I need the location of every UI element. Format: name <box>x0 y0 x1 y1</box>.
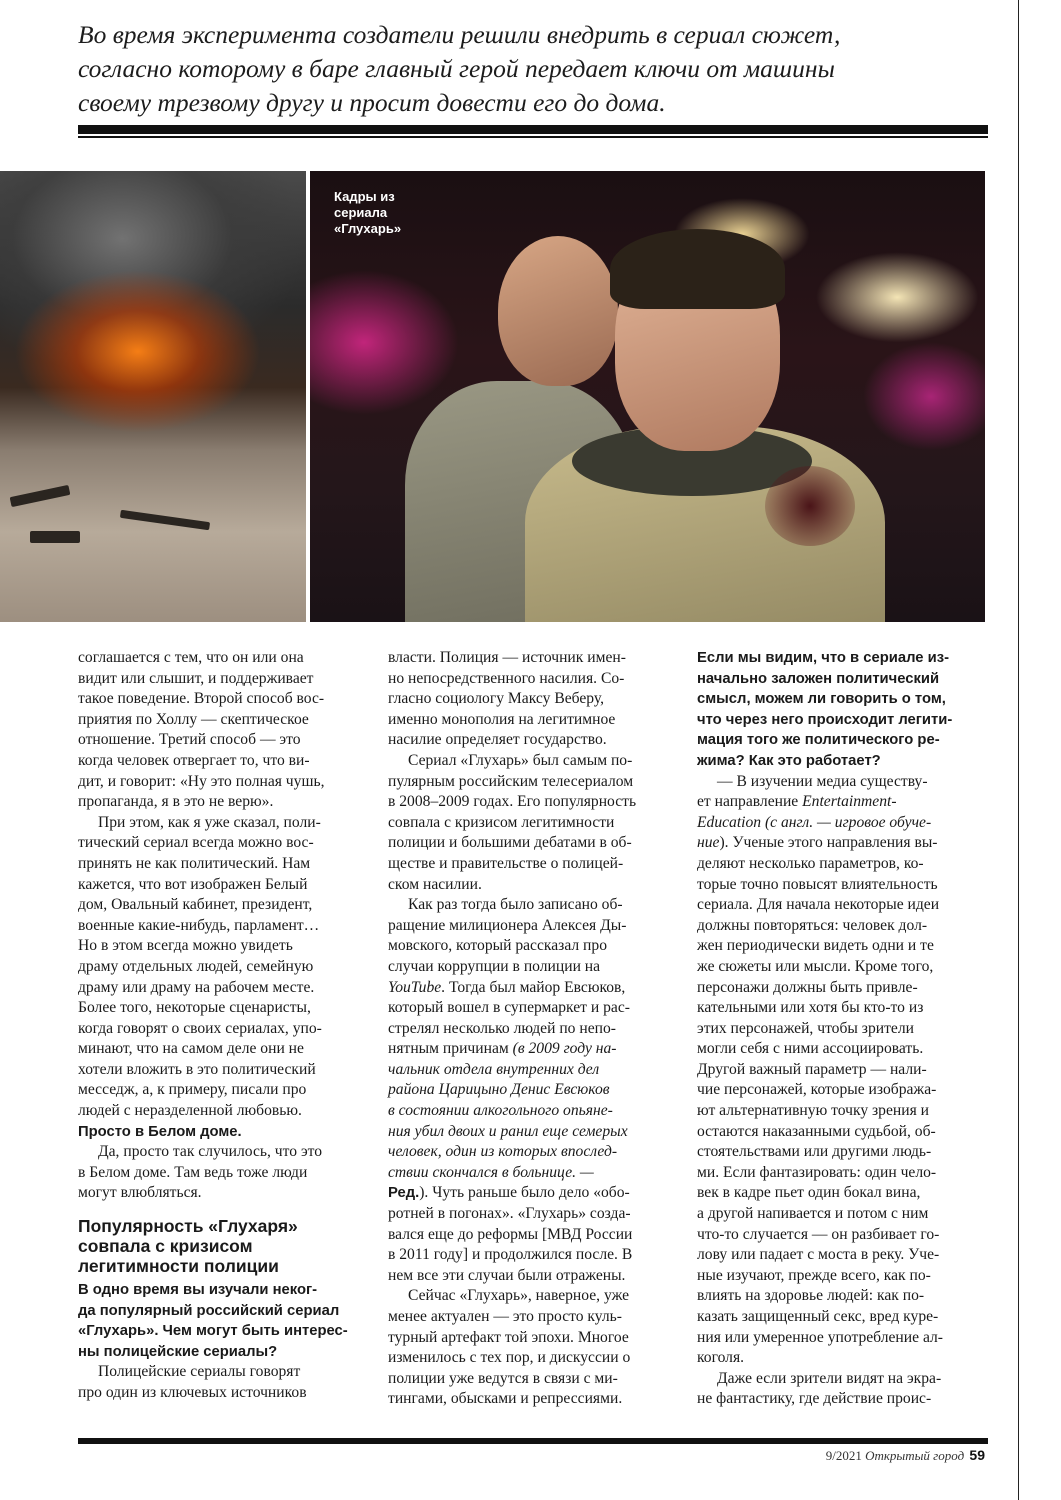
question-line: начально заложен политический <box>697 670 940 687</box>
body-line: же сюжеты или мысли. Кроме того, <box>697 957 934 975</box>
body-line: ные изучают, прежде всего, как по- <box>697 1266 931 1284</box>
body-line: в 2008–2009 годах. Его популярность <box>388 793 637 811</box>
question-line: мация того же политического ре- <box>697 732 940 749</box>
body-line: ществе и правительстве о полицей- <box>388 854 624 872</box>
body-line: коголя. <box>697 1349 745 1367</box>
body-line: месседж, а, к примеру, писали про <box>78 1081 307 1099</box>
question-line: ны полицейские сериалы? <box>78 1343 278 1360</box>
body-line: тический сериал всегда можно вос- <box>78 834 314 852</box>
body-line: остаются наказанными судьбой, об- <box>697 1122 936 1140</box>
pull-quote-line: согласно которому в баре главный герой передает ключи от машины <box>78 54 835 83</box>
spacer <box>78 1204 360 1214</box>
body-line: Даже если зрители видят на экра- <box>717 1369 942 1387</box>
body-line: Более того, некоторые сценаристы, <box>78 999 311 1017</box>
body-line: турный артефакт той эпохи. Многое <box>388 1328 629 1346</box>
body-line: деляют несколько параметров, ко- <box>697 854 924 872</box>
pull-quote-rule <box>78 125 988 134</box>
body-line: не фантастику, где действие проис- <box>697 1390 932 1408</box>
body-line: полиции уже ведутся в связи с ми- <box>388 1369 618 1387</box>
body-line: ротней в погонах». «Глухарь» созда- <box>388 1205 631 1223</box>
body-line: ми. Если фантазировать: один чело- <box>697 1163 937 1181</box>
body-fragment-italic: YouTube <box>388 978 442 996</box>
body-line: век в кадре пьет один бокал вина, <box>697 1184 921 1202</box>
page-edge-line <box>1018 0 1019 1500</box>
body-line: При этом, как я уже сказал, поли- <box>98 813 321 831</box>
body-line <box>388 1183 670 1204</box>
subheading-line: легитимности полиции <box>78 1256 279 1277</box>
article-column-3 <box>697 648 979 1410</box>
body-line: про один из ключевых источников <box>78 1384 307 1401</box>
pull-quote <box>78 18 998 120</box>
body-line: Сериал «Глухарь» был самым по- <box>408 751 633 769</box>
body-line: в Белом доме. Там ведь тоже люди <box>78 1163 308 1181</box>
body-line: изменилось с тех пор, и дискуссии о <box>388 1349 631 1367</box>
body-line-italic: ния убил двоих и ранил еще семерых <box>388 1122 628 1140</box>
body-line: военные какие-нибудь, парламент… <box>78 916 320 934</box>
body-line: что-то случается — он разбивает го- <box>697 1225 940 1243</box>
photo-figure <box>498 236 618 386</box>
body-fragment: ет направление <box>697 793 803 811</box>
body-line: Другой важный параметр — нали- <box>697 1060 927 1078</box>
body-line: Да, просто так случилось, что это <box>98 1143 323 1161</box>
photo-caption-line: сериала <box>334 205 388 220</box>
body-line: вался еще до реформы [МВД России <box>388 1225 633 1243</box>
body-line: насилие определяет государство. <box>388 731 607 749</box>
photo-series-still <box>310 171 985 622</box>
body-line-italic: района Царицыно Денис Евсюков <box>388 1081 610 1099</box>
body-line: тингами, обысками и репрессиями. <box>388 1390 623 1408</box>
body-line: пулярным российским телесериалом <box>388 772 634 790</box>
body-line <box>697 833 979 854</box>
body-line: менее актуален — это просто куль- <box>388 1308 622 1325</box>
body-line: могли себя с ними ассоциировать. <box>697 1040 924 1058</box>
photo-caption-line: «Глухарь» <box>334 221 402 236</box>
question-line: что через него происходит легити- <box>697 711 953 728</box>
body-line: Полицейские сериалы говорят <box>98 1363 301 1381</box>
body-line: дит, и говорит: «Ну это полная чушь, <box>78 772 325 790</box>
body-line <box>697 792 979 813</box>
subheading-line: совпала с кризисом <box>78 1236 253 1257</box>
pull-quote-line: Во время эксперимента создатели решили внедрить в сериал сюжет, <box>78 20 841 49</box>
photo-figure <box>610 229 785 309</box>
body-line: ют альтернативную точку зрения и <box>697 1102 930 1120</box>
question-line: да популярный российский сериал <box>78 1302 340 1319</box>
body-line: принять не как политический. Нам <box>78 854 311 872</box>
page-number: 59 <box>969 1447 985 1463</box>
body-line: кажется, что вот изображен Белый <box>78 875 308 893</box>
body-line: который вошел в супермаркет и рас- <box>388 999 630 1017</box>
body-line: чие персонажей, которые изобража- <box>697 1081 937 1099</box>
body-line: именно монополия на легитимное <box>388 710 616 728</box>
body-line: случаи коррупции в полиции на <box>388 957 601 975</box>
body-fragment-italic: Entertainment- <box>802 793 897 811</box>
subheading-line: Популярность «Глухаря» <box>78 1216 298 1237</box>
body-fragment: нятным причинам <box>388 1040 513 1058</box>
body-fragment-italic: ние <box>697 834 720 852</box>
body-line: жен периодически видеть одни и те <box>697 937 934 955</box>
body-fragment: ). Ученые этого направления вы- <box>719 834 938 852</box>
body-line: пропаганда, я в это не верю». <box>78 793 274 811</box>
body-line: торые точно повысят влиятельность <box>697 875 938 893</box>
body-line-italic: ствии скончался в больнице. — <box>388 1163 594 1181</box>
page-footer <box>826 1447 985 1464</box>
body-line: нем все эти случаи были отражены. <box>388 1266 626 1284</box>
question-line: Если мы видим, что в сериале из- <box>697 650 949 666</box>
interviewer-line: Просто в Белом доме. <box>78 1123 242 1140</box>
magazine-name: Открытый город <box>865 1448 965 1463</box>
body-line: кательными или хотя бы кто-то из <box>697 999 924 1017</box>
body-line: в 2011 году] и продолжился после. В <box>388 1246 633 1264</box>
body-line <box>388 978 670 999</box>
body-line: стрелял несколько людей по непо- <box>388 1019 616 1037</box>
body-line: ском насилии. <box>388 875 482 893</box>
body-fragment: . Тогда был майор Евсюков, <box>441 978 626 996</box>
photo-debris <box>10 485 71 507</box>
body-line: должны повторяться: человек дол- <box>697 916 928 934</box>
body-line: лову или падает с моста в реку. Уче- <box>697 1246 940 1264</box>
body-line: когда говорят о своих сериалах, упо- <box>78 1019 322 1037</box>
body-line: гласно социологу Максу Веберу, <box>388 690 605 708</box>
question-line: «Глухарь». Чем могут быть интерес- <box>78 1323 348 1340</box>
article-column-1 <box>78 648 360 1404</box>
article-column-2 <box>388 648 670 1410</box>
footer-rule <box>78 1438 988 1444</box>
body-line: ращение милиционера Алексея Ды- <box>388 916 627 934</box>
body-line <box>388 1039 670 1060</box>
body-line: стоятельствами или другими людь- <box>697 1143 932 1161</box>
body-line: соглашается с тем, что он или она <box>78 649 304 666</box>
body-fragment-italic: (в 2009 году на- <box>512 1040 617 1058</box>
body-line-italic: чальник отдела внутренних дел <box>388 1060 600 1078</box>
body-line: Как раз тогда было записано об- <box>408 896 623 914</box>
pull-quote-rule-thin <box>78 136 988 138</box>
body-line-italic: Education (с англ. — игровое обуче- <box>697 813 932 831</box>
question-line: смысл, можем ли говорить о том, <box>697 691 946 708</box>
photo-debris <box>30 531 80 543</box>
body-line: драму отдельных людей, семейную <box>78 957 314 975</box>
photo-caption <box>334 189 401 237</box>
body-line: дом, Овальный кабинет, президент, <box>78 896 313 914</box>
body-line: совпала с кризисом легитимности <box>388 813 615 831</box>
body-line: отношение. Третий способ — это <box>78 731 301 749</box>
photo-figure <box>765 466 855 546</box>
photo-caption-line: Кадры из <box>334 189 395 204</box>
body-line: — В изучении медиа существу- <box>717 772 928 790</box>
body-line: видит или слышит, и поддерживает <box>78 669 314 687</box>
body-line-italic: в состоянии алкогольного опьяне- <box>388 1102 613 1120</box>
body-line: такое поведение. Второй способ вос- <box>78 690 325 708</box>
body-line: а другой напивается и потом с ним <box>697 1205 929 1223</box>
body-line: казать защищенный секс, вред куре- <box>697 1308 939 1325</box>
body-line: сериала. Для начала некоторые идеи <box>697 896 940 914</box>
body-line: ния или умеренное употребление ал- <box>697 1328 943 1346</box>
body-line: драму или драму на рабочем месте. <box>78 978 315 996</box>
body-line: полиции и большими дебатами в об- <box>388 834 632 852</box>
body-line: Но в этом всегда можно увидеть <box>78 937 293 955</box>
body-line: власти. Полиция — источник имен- <box>388 649 626 666</box>
body-line: когда человек отвергает то, что ви- <box>78 751 310 769</box>
body-line: мовского, который рассказал про <box>388 937 607 955</box>
body-line: персонажи должны быть привле- <box>697 978 918 996</box>
photo-burning-street <box>0 171 306 622</box>
body-line: минают, что на самом деле они не <box>78 1040 304 1058</box>
body-line-italic: человек, один из которых впослед- <box>388 1143 618 1161</box>
body-fragment: ). Чуть раньше было дело «обо- <box>419 1184 630 1202</box>
question-line: жима? Как это работает? <box>697 752 881 769</box>
body-line: но непосредственного насилия. Со- <box>388 669 625 687</box>
body-line: этих персонажей, чтобы зрители <box>697 1019 914 1037</box>
body-line: могут влюбляться. <box>78 1184 202 1202</box>
editor-note: Ред. <box>388 1185 420 1202</box>
body-line: хотели вложить в это политический <box>78 1060 316 1078</box>
body-line: влиять на здоровье людей: как по- <box>697 1287 925 1305</box>
question-line: В одно время вы изучали неког- <box>78 1282 318 1299</box>
body-line: Сейчас «Глухарь», наверное, уже <box>408 1287 630 1305</box>
body-line: людей с неразделенной любовью. <box>78 1102 302 1120</box>
body-line: приятия по Холлу — скептическое <box>78 710 309 728</box>
issue-number: 9/2021 <box>825 1448 862 1463</box>
photo-debris <box>120 510 210 530</box>
pull-quote-line: своему трезвому другу и просит довести его до дома. <box>78 88 666 117</box>
